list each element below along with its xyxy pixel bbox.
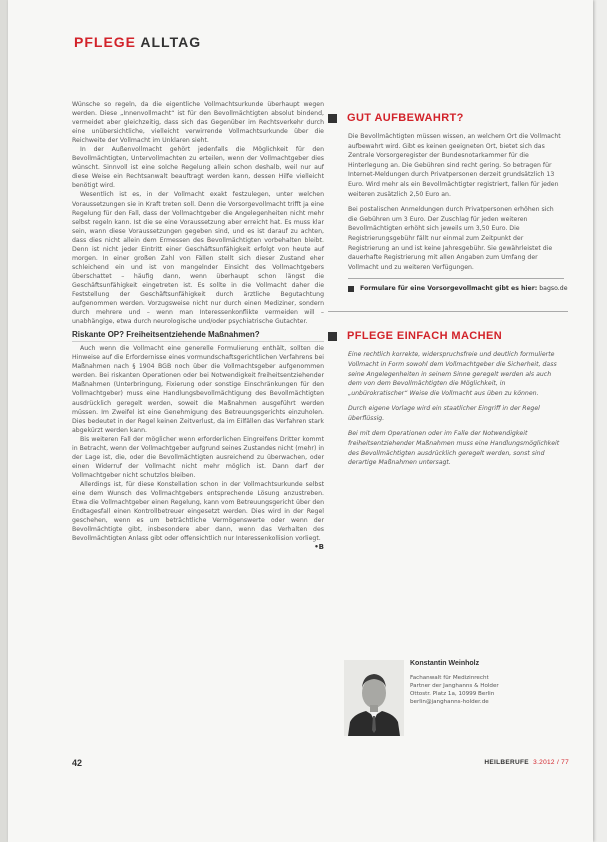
paragraph: Allerdings ist, für diese Konstellation schon in der Vollmachtsurkunde selbst eine dem Wunsch des Vollmachtgebers entsprechende Lösung anzustreben. Etwa die Vollmachtgeber einen Regelung, kann vom Betreuungsgericht über den Endtagesfall einen Kontrollbetreuer eingesetzt werden. Dies wird in der Regel geschehen, wenn es um beträchtliche Vermögenswerte oder wenn der Bevollmächtigte gibt, insbesondere aber dann, wenn das Verhalten des Bevollmächtigten Anlass gibt oder offensichtlich nur Interessenkollision vorliegt.: [72, 480, 324, 543]
portrait-image: [344, 660, 404, 736]
main-article-column: [72, 100, 324, 552]
box-pflege-einfach-heading: [328, 330, 568, 342]
paragraph: Die Bevollmächtigten müssen wissen, an welchem Ort die Vollmacht aufbewahrt wird. Gibt es keinen geeigneten Ort, bietet sich das Zentrale Vorsorgeregister der Bundesnotarkammer für die Hinterlegung an. Die Gebühren sind recht gering. So betragen für Internet-Meldungen durch Privatpersonen derzeit grundsätzlich 13 Euro. Wird mehr als ein Bevollmächtigter registriert, fallen für jeden weiteren zusätzlich 2,50 Euro an.: [348, 133, 561, 198]
paragraph: Durch eigene Vorlage wird ein staatlicher Eingriff in der Regel überflüssig.: [348, 405, 540, 422]
box-gut-aufbewahrt-body: [348, 132, 564, 272]
divider: [328, 311, 568, 312]
paragraph: In der Außenvollmacht gehört jedenfalls die Möglichkeit für den Bevollmächtigten, Untervollmachten zu erteilen, wenn der Vollmachtgeber dies wünscht. Sinnvoll ist eine solche Regelung allein schon deshalb, weil nur auf diese Weise ein Rechtsanwalt beauftragt werden kann, dessen Hilfe vielleicht benötigt wird.: [72, 146, 324, 190]
link-label: Formulare für eine Vorsorgevollmacht gibt es hier:: [360, 285, 538, 293]
author-info: [410, 660, 560, 706]
journal-info: [484, 759, 569, 766]
paragraph: Auch wenn die Vollmacht eine generelle Formulierung enthält, sollten die Hinweise auf die Erfordernisse eines vormundschaftsgerichtlichen Verfahrens bei Maßnahmen nach § 1904 BGB noch über die Vollmachtsgeber aufgenommen werden. Bei riskanten Operationen oder bei Notwendigkeit freiheitsentziehender Maßnahmen (Unterbringung, Fixierung oder sonstige Einschränkungen für den Vollmachtgeber) muss eine Handlungsbevollmächtigung des Bevollmächtigten ausdrücklich geregelt werden, soweit die Maßnahmen ausgeführt werden müssen. Im Zweifel ist eine Genehmigung des Betreuungsgerichts einzuholen. Dies bedeutet in der Regel keinen Zeitverlust, da im Eilfällen das Verfahren stark abgekürzt werden kann.: [72, 345, 324, 434]
paragraph: Eine rechtlich korrekte, widerspruchsfreie und deutlich formulierte Vollmacht in Form sowohl dem Vollmachtgeber die Sicherheit, dass seine Angelegenheiten in seinem Sinne geregelt werden als auch dem von dem Bevollmächtigten die Möglichkeit, in „unbürokratischer“ Weise die Vollmacht aus üben zu können.: [348, 351, 557, 397]
subheading: Riskante OP? Freiheitsentziehende Maßnahmen?: [72, 330, 260, 340]
article-end-mark: •B: [314, 543, 324, 552]
journal-name: HEILBERUFE: [484, 759, 529, 766]
forms-link[interactable]: [348, 285, 568, 293]
author-address: Ottostr. Platz 1a, 10999 Berlin: [410, 691, 495, 697]
journal-issue: 3.2012 / 77: [533, 759, 569, 766]
square-bullet-icon: [348, 286, 354, 292]
author-firm: Partner der Janghanns & Holder: [410, 683, 499, 689]
box-pflege-einfach-body: [348, 350, 564, 468]
section-header: [74, 34, 201, 50]
divider: [348, 278, 564, 279]
box-title: GUT AUFBEWAHRT?: [347, 112, 464, 124]
paragraph: Wünsche so regeln, da die eigentliche Vollmachtsurkunde überhaupt wegen werden. Diese „Innenvollmacht“ ist für den Bevollmächtigten absolut bindend, vermeidet aber gleichzeitig, dass sich das Gegenüber im Rechtsverkehr durch eine unübersichtliche, vielleicht verwirrende Vollmachtsurkunde über die Reichweite der Vollmacht im Unklaren sieht.: [72, 101, 324, 145]
box-title: PFLEGE EINFACH MACHEN: [347, 330, 503, 343]
square-bullet-icon: [328, 332, 337, 341]
sidebar-column: [328, 112, 568, 474]
paragraph: Bei mit dem Operationen oder im Falle der Notwendigkeit freiheitsentziehender Maßnahmen muss eine Handlungsmöglichkeit des Bevollmächtigten ausdrücklich geregelt werden, sonst sind derartige Maßnahmen untersagt.: [348, 430, 560, 467]
paragraph: Bei postalischen Anmeldungen durch Privatpersonen erhöhen sich die Gebühren um 3 Euro. Der Zuschlag für jeden weiteren Bevollmächtigten erhöht sich jeweils um 3,50 Euro. Die Registrierungsgebühr fällt nur einmal zum Zeitpunkt der Registrierung an und ist keine Jahresgebühr. Sie gewährleistet die dauerhafte Registrierung mit allen Angaben zum Umfang der Vollmacht und zu weiteren Verfügungen.: [348, 206, 554, 271]
page-footer: [72, 758, 569, 772]
paragraph: Bis weiteren Fall der möglicher wenn erforderlichen Eingreifens Dritter kommt in Betracht, wenn der Vollmachtgeber aufgrund seines Zustandes nicht (mehr) in der Lage ist, die, oder die Bevollmächtigten ausreichend zu überwachen, oder einen Widerruf der Vollmacht nicht mehr möglich ist. Dann darf der Vollmachtgeber nicht schutzlos bleiben.: [72, 435, 324, 479]
subheading-rule: [72, 341, 324, 342]
author-box: [344, 660, 564, 736]
paragraph: Wesentlich ist es, in der Vollmacht exakt festzulegen, unter welchen Voraussetzungen sie in Kraft treten soll. Denn die Vorsorgevollmacht trifft ja eine Regelung für den Fall, dass der Vollmachtgeber die Angelegenheiten nicht mehr selbst regeln kann. Ist die se eine Voraussetzung aber erreicht hat. Es muss klar sein, wann diese Voraussetzungen gegeben sind, und es ist darauf zu achten, dass dies nicht allein dem Ermessen des Bevollmächtigten vorbehalten bleibt. Denn ist nicht jeder Eintritt einer Geschäftsunfähigkeit erfolgt von heute auf morgen. In einer großen Zahl von Fällen stellt sich dieser Zustand eher schleichend ein und ist von mangelnder Einsicht des Vollmachtgebers überschattet – häufig dann, wenn überhaupt schon längst die Geschäftsunfähigkeit eingetreten ist. Es sollte in die Vollmacht daher die Feststellung der Geschäftsunfähigkeit durch ärztliche Begutachtung aufgenommen werden. Vorzugsweise nicht nur durch einen Mediziner, sondern durch mehrere und – wenn man Interessenkonflikte vermeiden will – unabhängige, etwa durch neurologische und/oder psychiatrische Gutachter.: [72, 191, 324, 326]
author-name: Konstantin Weinholz: [410, 660, 480, 667]
author-email[interactable]: berlin@janghanns-holder.de: [410, 699, 489, 705]
author-photo: [344, 660, 404, 736]
box-gut-aufbewahrt-heading: [328, 112, 568, 124]
author-title: Fachanwalt für Medizinrecht: [410, 675, 489, 681]
link-target[interactable]: bagso.de: [539, 285, 568, 293]
page-number: 42: [72, 758, 83, 768]
header-prefix: PFLEGE: [74, 34, 137, 50]
header-suffix: ALLTAG: [140, 34, 202, 50]
square-bullet-icon: [328, 114, 337, 123]
